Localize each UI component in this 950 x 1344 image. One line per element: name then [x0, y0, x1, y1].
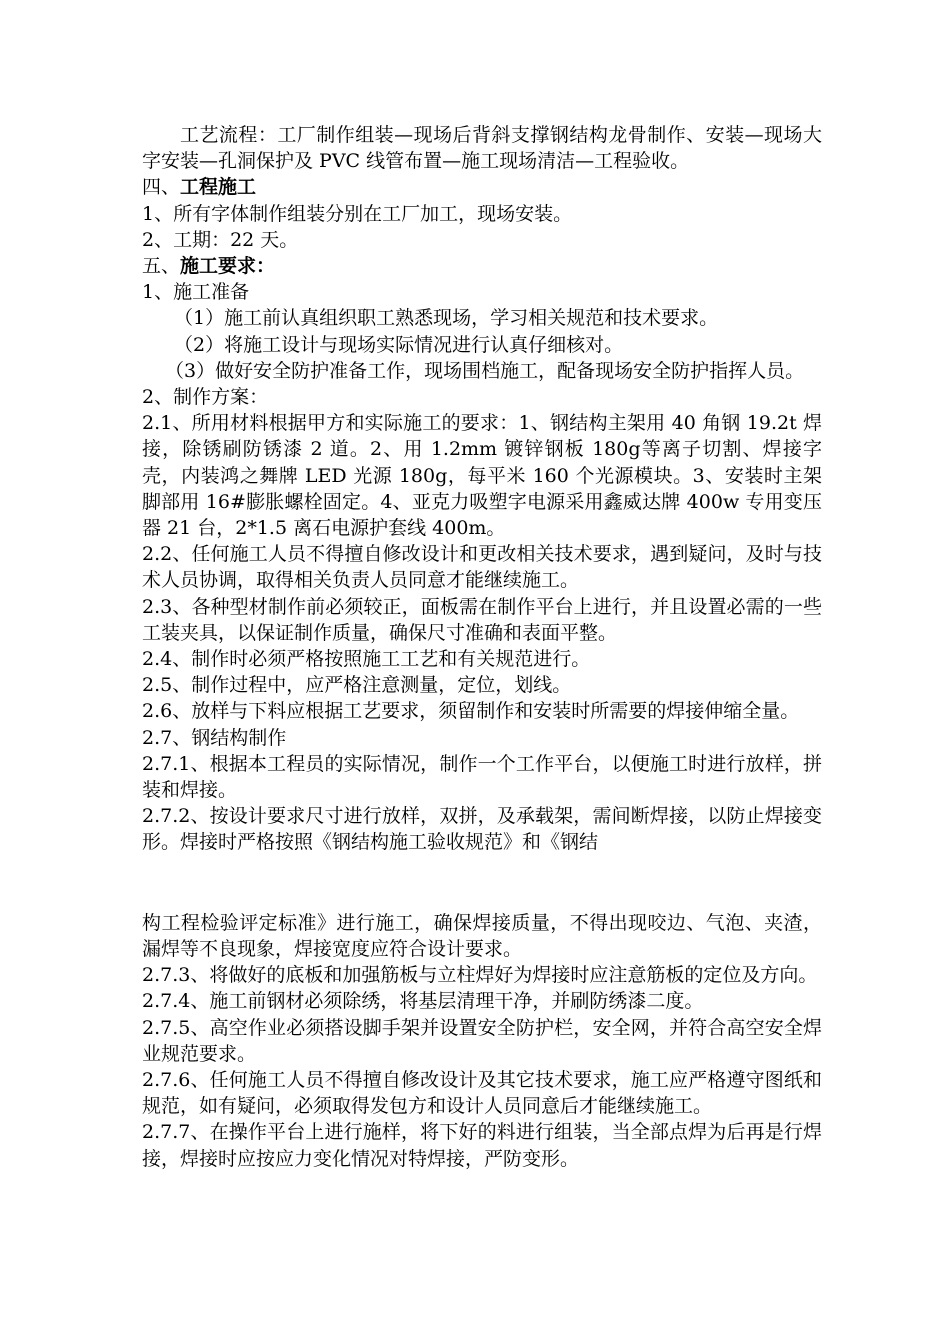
- paragraph-prep-3: （3）做好安全防护准备工作，现场围档施工，配备现场安全防护指挥人员。: [165, 359, 805, 382]
- paragraph-2-7-4: 2.7.4、施工前钢材必须除绣，将基层清理干净，并刷防绣漆二度。: [142, 990, 704, 1013]
- paragraph-prep-1: （1）施工前认真组织职工熟悉现场，学习相关规范和技术要求。: [174, 307, 719, 330]
- paragraph-process-flow: 工艺流程：工厂制作组装—现场后背斜支撑钢结构龙骨制作、安装—现场大字安装—孔洞保护及 PVC 线管布置—施工现场清洁—工程验收。: [142, 124, 822, 173]
- paragraph-2-6: 2.6、放样与下料应根据工艺要求，须留制作和安装时所需要的焊接伸缩全量。: [142, 700, 800, 723]
- paragraph-prep-2: （2）将施工设计与现场实际情况进行认真仔细核对。: [174, 333, 624, 356]
- paragraph-2-4: 2.4、制作时必须严格按照施工工艺和有关规范进行。: [142, 648, 591, 671]
- paragraph-2-1: 2.1、所用材料根据甲方和实际施工的要求：1、钢结构主架用 40 角钢 19.2t 焊接，除锈刷防锈漆 2 道。2、用 1.2mm 镀锌钢板 180ց等离子切割、焊接字壳，内装鸿之舞牌 LED 光源 180ց，每平米 160 个光源模块。3、安装时主架脚部用 16#膨胀螺栓固定。4、亚克力吸塑字电源采用鑫威达牌 400w 专用变压器 21 台，2*1.5 离石电源护套线 400m。: [142, 412, 822, 540]
- paragraph-prep-title: 1、施工准备: [142, 281, 250, 304]
- paragraph-2-7-1: 2.7.1、根据本工程员的实际情况，制作一个工作平台，以便施工时进行放样，拼装和焊接。: [142, 752, 822, 802]
- section-title: 施工要求：: [180, 255, 276, 278]
- page-break-gap: [142, 856, 822, 910]
- paragraph-2-7-5: 2.7.5、高空作业必须搭设脚手架并设置安全防护栏，安全网，并符合高空安全焊业规范要求。: [142, 1016, 822, 1065]
- paragraph-plan-title: 2、制作方案：: [142, 386, 269, 409]
- section-number: 四、: [142, 176, 181, 199]
- paragraph-2-7-6: 2.7.6、任何施工人员不得擅自修改设计及其它技术要求，施工应严格遵守图纸和规范，如有疑问，必须取得发包方和设计人员同意后才能继续施工。: [142, 1068, 822, 1118]
- paragraph-2-3: 2.3、各种型材制作前必须较正，面板需在制作平台上进行，并且设置必需的一些工装夹具，以保证制作质量，确保尺寸准确和表面平整。: [142, 595, 822, 644]
- paragraph-item-1: 1、所有字体制作组装分别在工厂加工，现场安装。: [142, 202, 573, 225]
- paragraph-2-7: 2.7、钢结构制作: [142, 726, 287, 749]
- section-heading-construction: [142, 174, 822, 200]
- section-title: 工程施工: [180, 176, 257, 199]
- paragraph-2-7-2-cont: 构工程检验评定标准》进行施工，确保焊接质量，不得出现咬边、气泡、夹渣，漏焊等不良现象，焊接宽度应符合设计要求。: [142, 911, 822, 960]
- paragraph-item-2: 2、工期：22 天。: [142, 228, 299, 251]
- paragraph-2-7-7: 2.7.7、在操作平台上进行施样，将下好的料进行组装，当全部点焊为后再是行焊接，焊接时应按应力变化情况对特焊接，严防变形。: [142, 1121, 822, 1170]
- section-heading-requirements: [142, 253, 822, 279]
- paragraph-2-5: 2.5、制作过程中，应严格注意测量，定位，划线。: [142, 674, 572, 697]
- document-body: [142, 122, 822, 1172]
- section-number: 五、: [142, 255, 181, 278]
- paragraph-2-7-2: 2.7.2、按设计要求尺寸进行放样，双拼，及承载架，需间断焊接，以防止焊接变形。焊接时严格按照《钢结构施工验收规范》和《钢结: [142, 805, 822, 854]
- paragraph-2-7-3: 2.7.3、将做好的底板和加强筋板与立柱焊好为焊接时应注意筋板的定位及方向。: [142, 964, 818, 987]
- paragraph-2-2: 2.2、任何施工人员不得擅自修改设计和更改相关技术要求，遇到疑问，及时与技术人员协调，取得相关负责人员同意才能继续施工。: [142, 543, 822, 592]
